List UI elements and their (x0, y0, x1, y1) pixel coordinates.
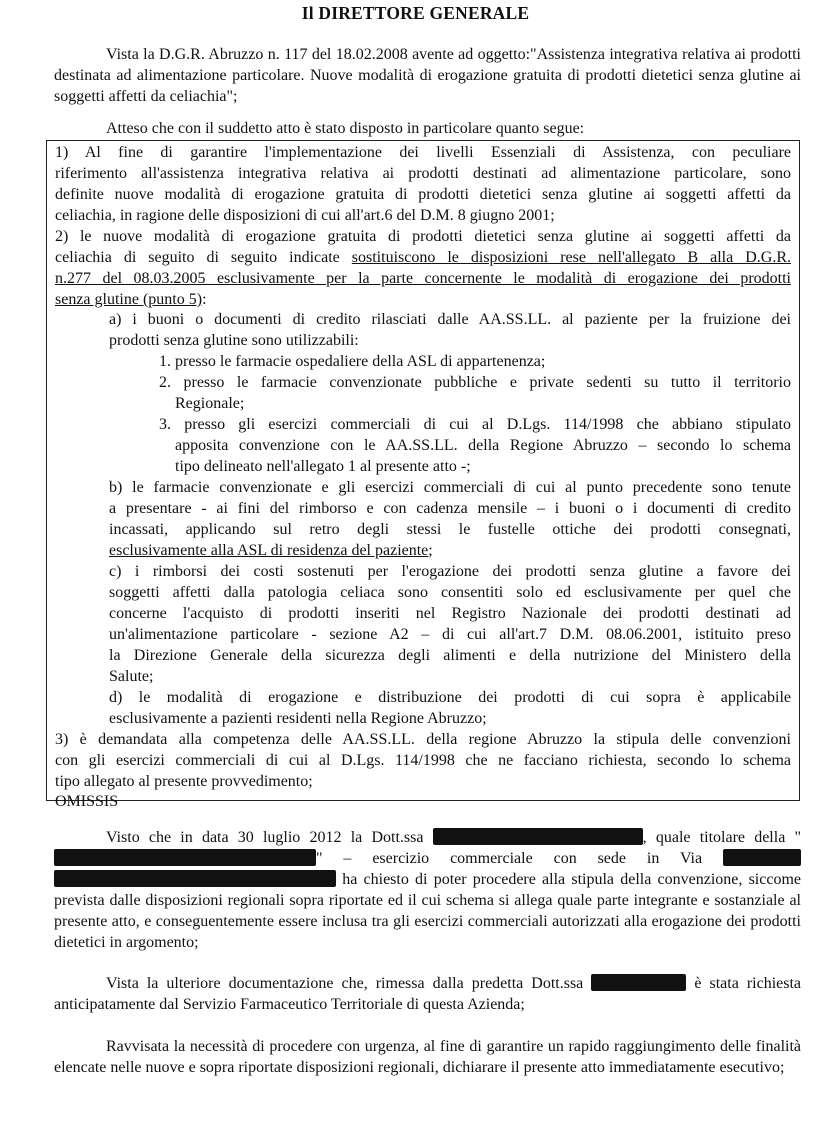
document-title: Il DIRETTORE GENERALE (301, 3, 530, 23)
redaction-bar (54, 849, 316, 866)
point-3-cont: tipo allegato al presente provvedimento; (55, 773, 313, 790)
paragraph-vista-dgr: Vista la D.G.R. Abruzzo n. 117 del 18.02.2008 avente ad oggetto:"Assistenza integrativa relativa ai prodotti destinata ad alimentazione particolare. Nuove modalità di erogazione gratuita di prodotti dietetici senza glutine ai soggetti affetti da celiachia"; (54, 46, 801, 105)
list-item-2-cont: Regionale; (175, 395, 245, 412)
box-line: 1) Al fine di garantire l'implementazione dei livelli Essenziali di Assistenza, con peculiare (55, 144, 791, 161)
paragraph-text: , quale titolare della (642, 829, 786, 846)
item-b: b) le farmacie convenzionate e gli esercizi commerciali di cui al punto precedente sono tenute (109, 479, 791, 496)
item-b-cont (109, 540, 433, 561)
item-a-cont: prodotti senza glutine sono utilizzabili: (109, 332, 359, 349)
redaction-bar (591, 974, 686, 991)
item-c-cont: soggetti affetti dalla patologia celiaca sono consentiti solo ed esclusivamente per quel che (109, 584, 791, 601)
item-c-cont: Salute; (109, 668, 154, 685)
item-c-cont: concerne l'acquisto di prodotti inseriti nel Registro Nazionale dei prodotti destinati ad (109, 605, 791, 622)
item-b-cont: incassati, applicando sul retro degli stessi le fustelle ottiche dei prodotti consegnati, (109, 521, 791, 538)
box-line: 2) le nuove modalità di erogazione gratuita di prodotti dietetici senza glutine ai soggetti affetti da (55, 228, 791, 245)
underlined-text: senza glutine (punto 5) (55, 291, 203, 308)
list-item-3-cont: apposita convenzione con le AA.SS.LL. della Regione Abruzzo – secondo lo schema (175, 437, 791, 454)
redaction-bar (54, 870, 336, 887)
item-d-cont: esclusivamente a pazienti residenti nella Regione Abruzzo; (109, 710, 487, 727)
paragraph-text: Visto che in data 30 luglio 2012 la Dott.ssa (106, 829, 424, 846)
list-item-3: 3. presso gli esercizi commerciali di cui al D.Lgs. 114/1998 che abbiano stipulato (159, 416, 791, 433)
underlined-text: esclusivamente alla ASL di residenza del paziente (109, 542, 429, 559)
paragraph-visto-che (54, 827, 801, 953)
list-item-3-cont: tipo delineato nell'allegato 1 al presente atto -; (175, 458, 471, 475)
box-line: riferimento all'assistenza integrativa relativa ai prodotti destinati ad alimentazione particolare, sono (55, 165, 791, 182)
paragraph-text: ha chiesto di poter procedere alla stipula della convenzione, siccome prevista dalle disposizioni regionali sopra riportate ed il cui schema si allega quale parte integrante e sostanziale al presente atto, e conseguentemente essere inclusa tra gli esercizi commerciali autorizzati alla erogazione dei prodotti dietetici in argomento; (54, 871, 802, 951)
item-c: c) i rimborsi dei costi sostenuti per l'erogazione dei prodotti senza glutine a favore dei (109, 563, 791, 580)
redaction-bar (723, 849, 801, 866)
list-item-1: 1. presso le farmacie ospedaliere della ASL di appartenenza; (159, 353, 546, 370)
item-c-cont: un'alimentazione particolare - sezione A2 – di cui all'art.7 D.M. 08.06.2001, istituito preso (109, 626, 791, 643)
paragraph-text: " (794, 829, 802, 846)
omissis-label: OMISSIS (55, 793, 119, 810)
box-text: celiachia di seguito di seguito indicate (55, 249, 352, 266)
paragraph-text: Vista la ulteriore documentazione che, rimessa dalla predetta Dott.ssa (106, 975, 584, 992)
box-text: ; (428, 542, 433, 559)
paragraph-text: " – esercizio commerciale con sede in Via (316, 850, 703, 867)
list-item-2: 2. presso le farmacie convenzionate pubbliche e private sedenti su tutto il territorio (159, 374, 791, 391)
point-3-cont: con gli esercizi commerciali di cui al D.Lgs. 114/1998 che ne facciano richiesta, secondo lo schema (55, 752, 791, 769)
item-a: a) i buoni o documenti di credito rilasciati dalle AA.SS.LL. al paziente per la fruizione dei (109, 311, 791, 328)
redaction-bar (433, 828, 643, 845)
box-line (55, 289, 207, 310)
box-line (55, 247, 791, 268)
underlined-text: n.277 del 08.03.2005 esclusivamente per la parte concernente le modalità di erogazione dei prodotti (55, 270, 791, 287)
item-d: d) le modalità di erogazione e distribuzione dei prodotti di cui sopra è applicabile (109, 689, 791, 706)
paragraph-ravvisata: Ravvisata la necessità di procedere con urgenza, al fine di garantire un rapido raggiungimento delle finalità elencate nelle nuove e sopra riportate disposizioni regionali, dichiarare il presente atto immediatamente esecutivo; (54, 1038, 801, 1076)
underlined-text: sostituiscono le disposizioni rese nell'allegato B alla D.G.R. (351, 249, 792, 266)
item-b-cont: a presentare - ai fini del rimborso e con cadenza mensile – i buoni o i documenti di credito (109, 500, 791, 517)
box-text: : (202, 291, 207, 308)
quoted-provisions-box (46, 140, 800, 810)
paragraph-vista-documentazione (54, 973, 801, 1015)
point-3: 3) è demandata alla competenza delle AA.SS.LL. della regione Abruzzo la stipula delle convenzioni (55, 731, 791, 748)
box-line: celiachia, in ragione delle disposizioni di cui all'art.6 del D.M. 8 giugno 2001; (55, 207, 555, 224)
paragraph-atteso: Atteso che con il suddetto atto è stato disposto in particolare quanto segue: (106, 120, 585, 137)
item-c-cont: la Direzione Generale della sicurezza degli alimenti e della nutrizione del Ministero della (109, 647, 791, 664)
paragraph-text: è stata richiesta anticipatamente dal Servizio Farmaceutico Territoriale di questa Azienda; (54, 975, 802, 1013)
box-line: definite nuove modalità di erogazione gratuita di prodotti dietetici senza glutine ai soggetti affetti da (55, 186, 791, 203)
